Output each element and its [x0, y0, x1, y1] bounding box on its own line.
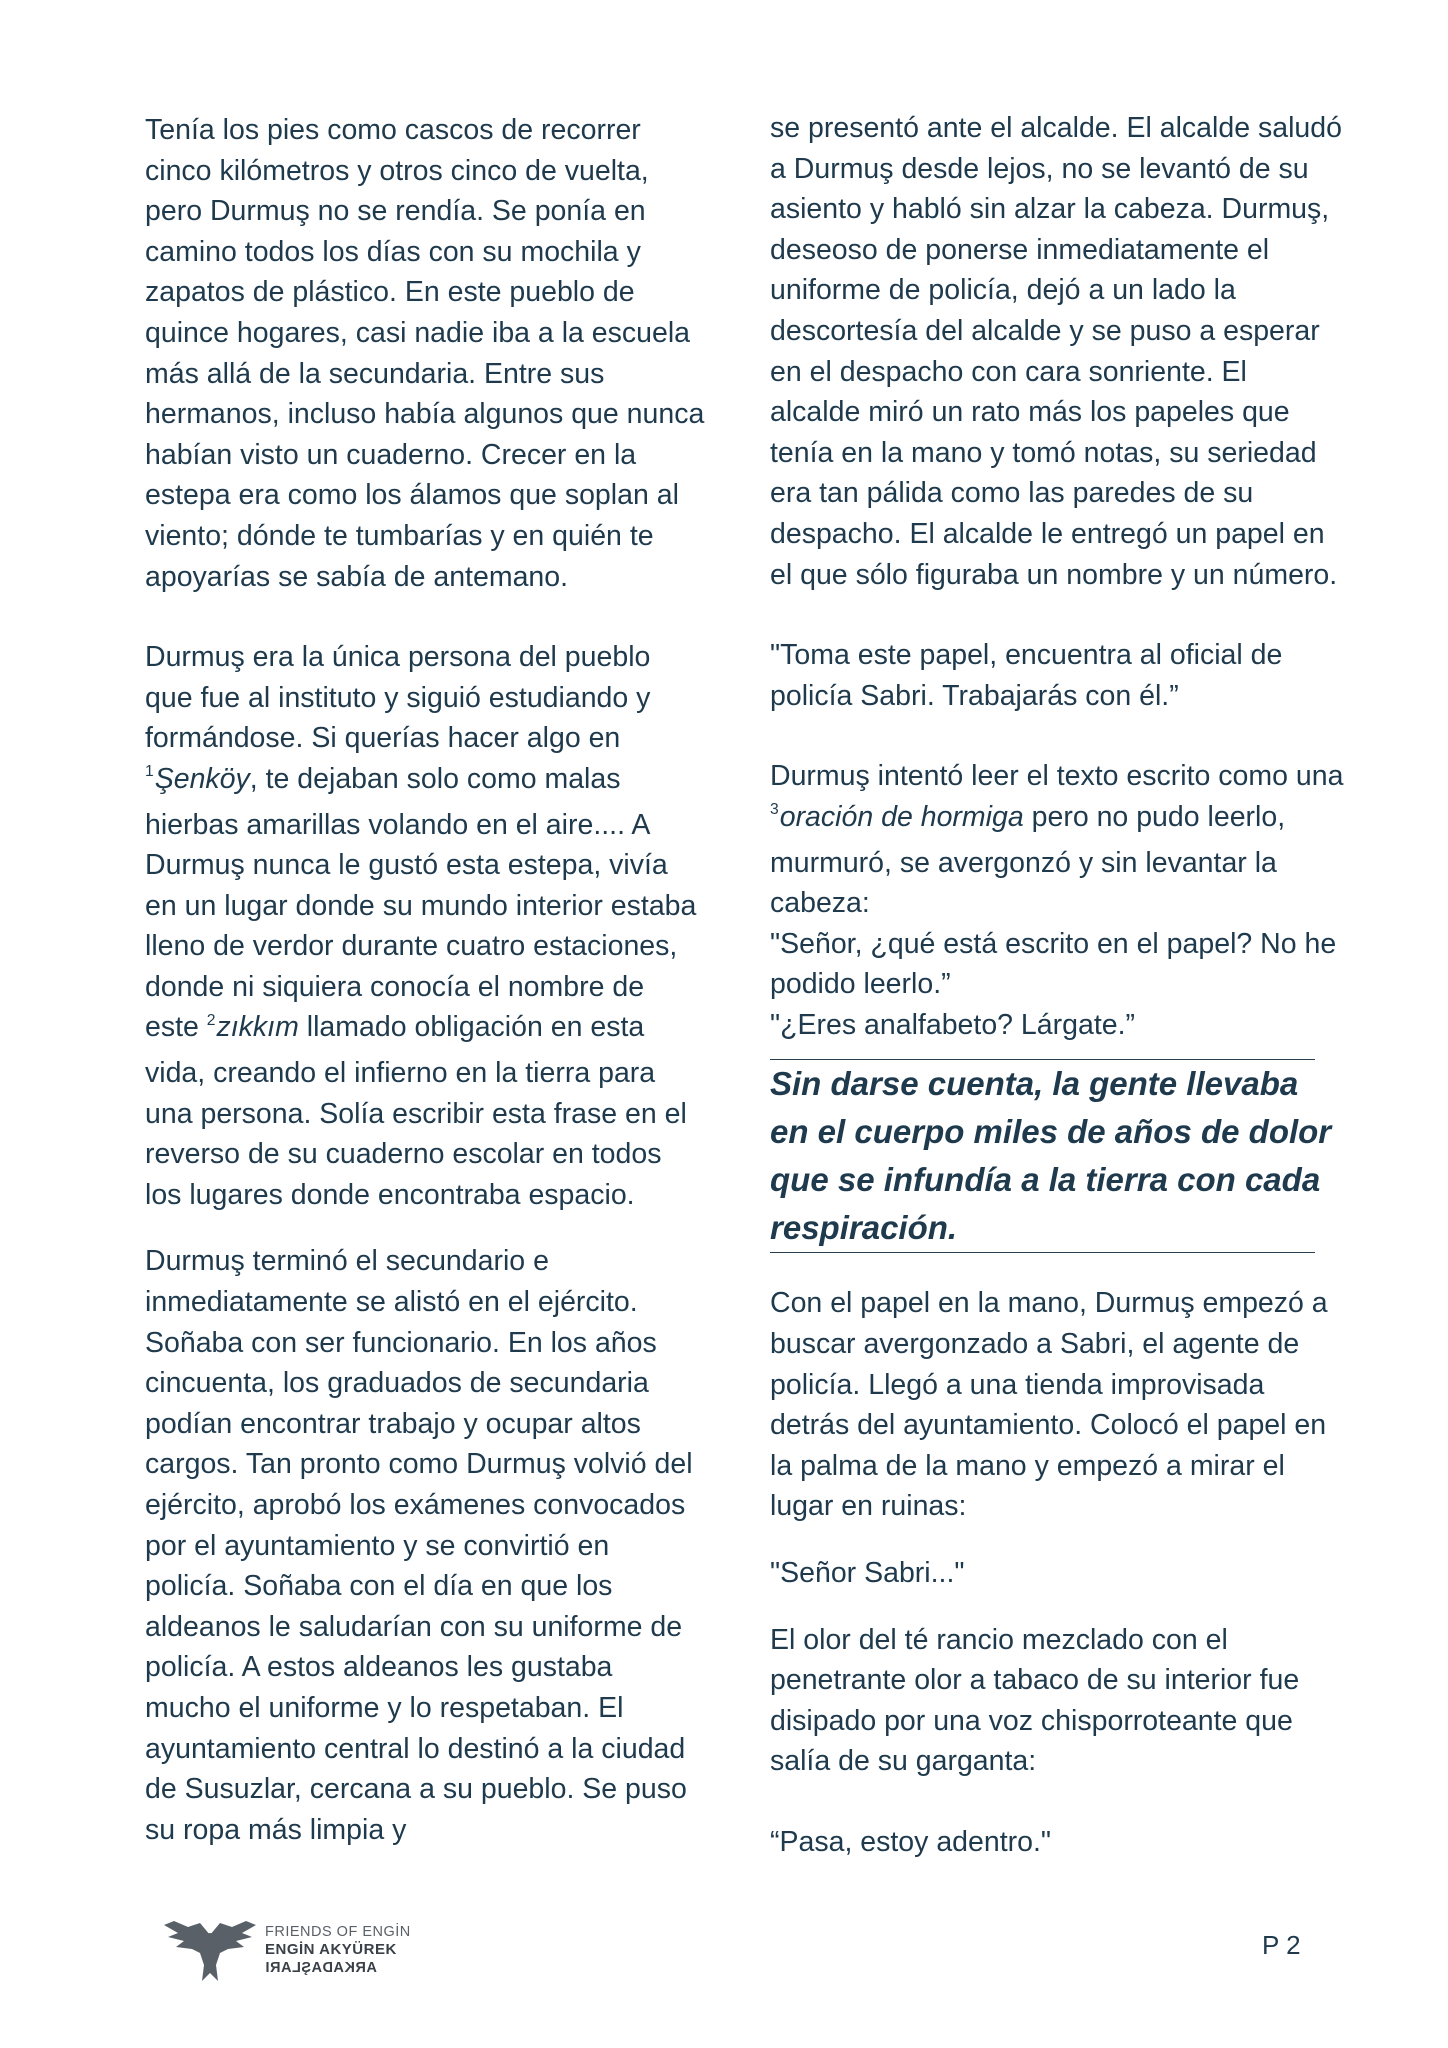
- eagle-icon: [160, 1915, 260, 1987]
- pull-quote: Sin darse cuenta, la gente llevaba en el cuerpo miles de años de dolor que se infundía a la tierra con cada respiración.: [770, 1065, 1332, 1247]
- footnote-term: zıkkım: [216, 1011, 299, 1044]
- footnote-term: oración de hormiga: [779, 800, 1024, 833]
- footnote-ref: 3: [770, 801, 779, 819]
- logo-line: ENGİN AKYÜREK: [265, 1941, 397, 1958]
- paragraph: Tenía los pies como cascos de recorrer cinco kilómetros y otros cinco de vuelta, pero Durmuş no se rendía. Se ponía en camino todos los días con su mochila y zapatos de plástico. En este pueblo de quince hogares, casi nadie iba a la escuela más allá de la secundaria. Entre sus hermanos, incluso había algunos que nunca habían visto un cuaderno. Crecer en la estepa era como los álamos que soplan al viento; dónde te tumbarías y en quién te apoyarías se sabía de antemano.: [145, 114, 705, 593]
- dialogue-line: "Señor Sabri...": [770, 1557, 965, 1590]
- left-column: [145, 110, 705, 1850]
- paragraph: se presentó ante el alcalde. El alcalde saludó a Durmuş desde lejos, no se levantó de su asiento y habló sin alzar la cabeza. Durmuş, deseoso de ponerse inmediatamente el uniforme de policía, dejó a un lado la descortesía del alcalde y se puso a esperar en el despacho con cara sonriente. El alcalde miró un rato más los papeles que tenía en la mano y tomó notas, su seriedad era tan pálida como las paredes de su despacho. El alcalde le entregó un papel en el que sólo figuraba un nombre y un número.: [770, 112, 1342, 591]
- footnote-term: Şenköy: [154, 762, 250, 795]
- right-column: [770, 108, 1345, 1863]
- page-number: P 2: [1262, 1930, 1301, 1960]
- paragraph: El olor del té rancio mezclado con el penetrante olor a tabaco de su interior fue disipado por una voz chisporroteante que salía de su garganta:: [770, 1623, 1300, 1778]
- paragraph: Con el papel en la mano, Durmuş empezó a buscar avergonzado a Sabri, el agente de policía. Llegó a una tienda improvisada detrás del ayuntamiento. Colocó el papel en la palma de la mano y empezó a mirar el lugar en ruinas:: [770, 1287, 1328, 1523]
- dialogue-line: "¿Eres analfabeto? Lárgate.”: [770, 1008, 1136, 1041]
- paragraph: Durmuş era la única persona del pueblo que fue al instituto y siguió estudiando y formándose. Si querías hacer algo en $^1$Şenköy, te dejaban solo como malas hierbas amarillas volando en el aire.... A Durmuş nunca le gustó esta estepa, vivía en un lugar donde su mundo interior estaba lleno de verdor durante cuatro estaciones, donde ni siquiera conocía el nombre de este $^2$zıkkım llamado obligación en esta vida, creando el infierno en la tierra para una persona. Solía escribir esta frase en el reverso de su cuaderno escolar en todos los lugares donde encontraba espacio.: [145, 641, 697, 1211]
- logo-line: ARKADAŞLARI: [265, 1960, 377, 1976]
- logo-line: FRIENDS OF ENGİN: [265, 1924, 411, 1940]
- footnote-ref: 2: [206, 1011, 216, 1029]
- paragraph: Durmuş terminó el secundario e inmediatamente se alistó en el ejército. Soñaba con ser funcionario. En los años cincuenta, los graduados de secundaria podían encontrar trabajo y ocupar altos cargos. Tan pronto como Durmuş volvió del ejército, aprobó los exámenes convocados por el ayuntamiento y se convirtió en policía. Soñaba con el día en que los aldeanos le saludarían con su uniforme de policía. A estos aldeanos les gustaba mucho el uniforme y lo respetaban. El ayuntamiento central lo destinó a la ciudad de Susuzlar, cercana a su pueblo. Se puso su ropa más limpia y: [145, 1245, 693, 1846]
- dialogue-line: "Señor, ¿qué está escrito en el papel? No he podido leerlo.”: [770, 927, 1337, 1001]
- divider: [770, 1252, 1315, 1253]
- paragraph: Durmuş intentó leer el texto escrito como una $^3$oración de hormiga pero no pudo leerlo, murmuró, se avergonzó y sin levantar la cabeza:: [770, 760, 1344, 920]
- dialogue-line: "Toma este papel, encuentra al oficial de policía Sabri. Trabajarás con él.”: [770, 639, 1283, 712]
- footer-logo: [160, 1915, 430, 1987]
- footnote-ref: 1: [145, 763, 154, 781]
- dialogue-line: “Pasa, estoy adentro.": [770, 1826, 1052, 1858]
